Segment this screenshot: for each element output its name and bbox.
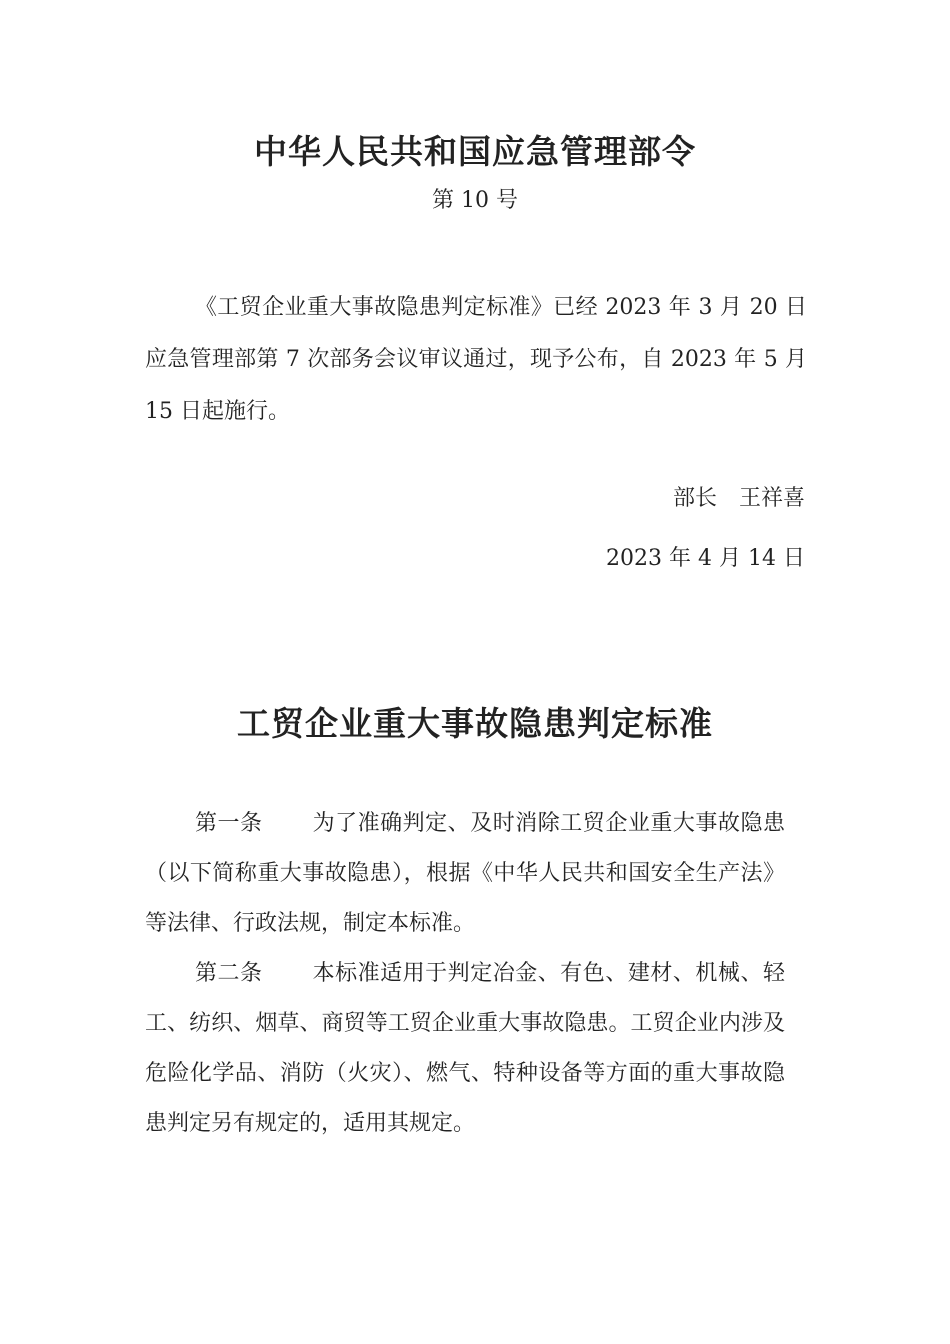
article-text: 为了准确判定、及时消除工贸企业重大事故隐患（以下简称重大事故隐患），根据《中华人民共和国安全生产法》等法律、行政法规，制定本标准。 — [145, 811, 785, 936]
signature-block — [606, 478, 805, 580]
article-label: 第一条 — [195, 811, 263, 836]
article-paragraph — [145, 949, 785, 1149]
article-paragraph — [145, 799, 785, 949]
signature-date: 2023 年 4 月 14 日 — [606, 546, 805, 571]
signer-name: 部长 王祥喜 — [672, 486, 805, 511]
article-text: 本标准适用于判定冶金、有色、建材、机械、轻工、纺织、烟草、商贸等工贸企业重大事故隐患。工贸企业内涉及危险化学品、消防（火灾）、燃气、特种设备等方面的重大事故隐患判定另有规定的，适用其规定。 — [145, 961, 785, 1136]
order-number: 第 10 号 — [432, 188, 518, 213]
order-body-paragraph: 《工贸企业重大事故隐患判定标准》已经 2023 年 3 月 20 日应急管理部第 7 次部务会议审议通过，现予公布，自 2023 年 5 月 15 日起施行。 — [145, 295, 807, 424]
standard-title: 工贸企业重大事故隐患判定标准 — [237, 704, 713, 743]
article-label: 第二条 — [195, 961, 263, 986]
order-title: 中华人民共和国应急管理部令 — [254, 132, 696, 171]
